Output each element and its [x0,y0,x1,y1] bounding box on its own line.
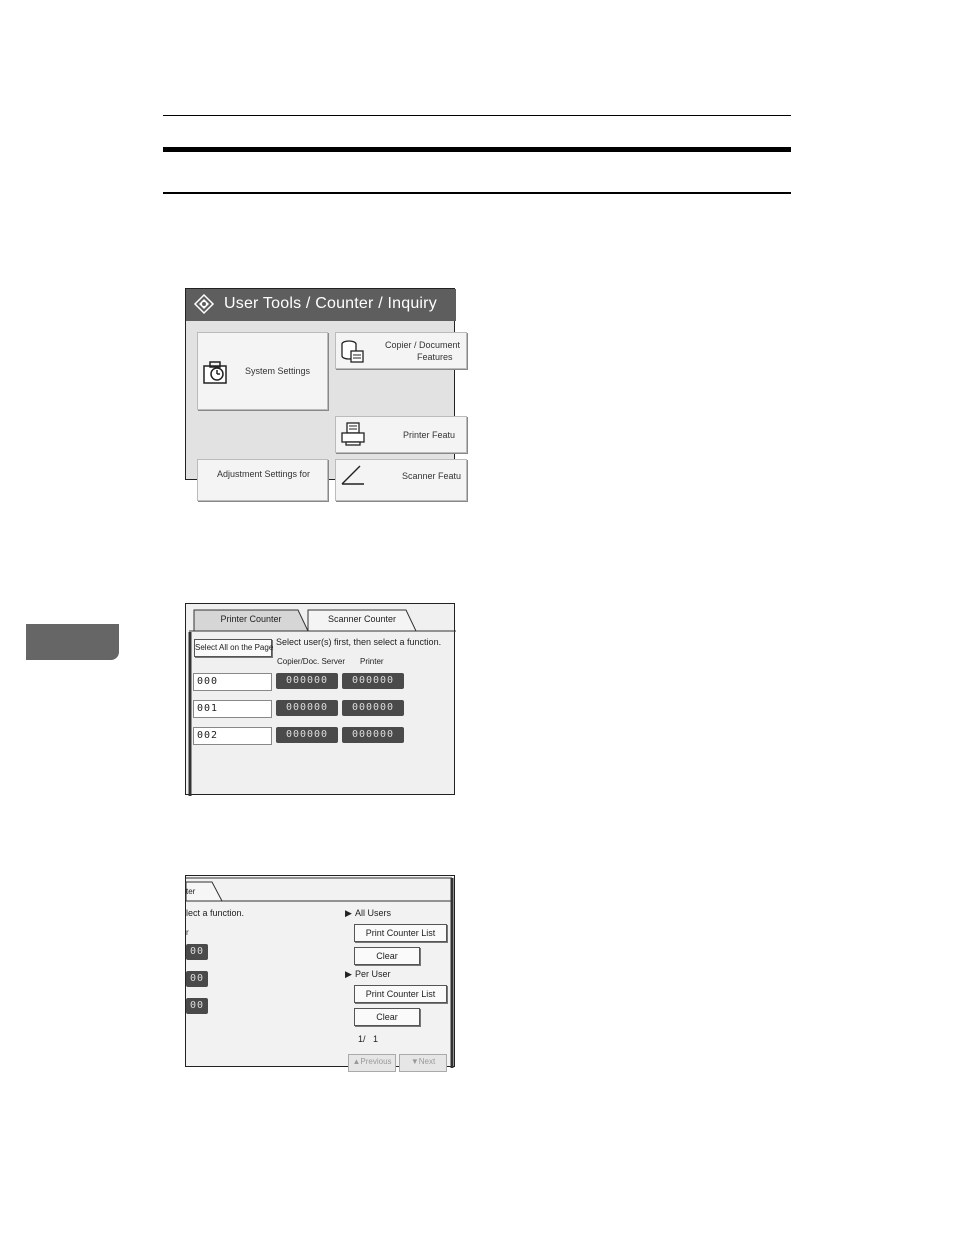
column-fragment: r [186,928,189,937]
per-user-clear-button[interactable]: Clear [354,1008,420,1026]
counter-fragment: 00 [186,971,208,987]
copier-document-features-button[interactable] [335,332,467,369]
system-settings-button[interactable] [197,332,328,410]
heading-thick-rule [163,147,791,152]
user-tools-screen [185,288,462,481]
per-user-arrow-icon: ▶ [345,969,352,979]
user-code-field[interactable]: 000 [193,673,272,691]
title-bar [186,289,456,321]
all-users-print-counter-list-button[interactable]: Print Counter List [354,924,447,942]
instruction-text: Select user(s) first, then select a function. [276,637,442,647]
scanner-icon [340,462,366,488]
tab-scanner-counter[interactable]: Scanner Counter [327,614,397,624]
heading-bottom-rule [163,192,791,194]
chapter-tab [26,624,119,660]
previous-button[interactable] [348,1054,396,1072]
top-thin-rule [163,115,791,116]
select-all-on-page-button[interactable]: Select All on the Page [194,639,272,657]
printer-counter-value: 000000 [342,700,404,716]
copier-label-line2: Features [417,352,453,362]
next-label: Next [418,1057,436,1066]
user-code-field[interactable]: 002 [193,727,272,745]
col-copier-doc-server: Copier/Doc. Server [277,657,346,666]
instruction-fragment: lect a function. [186,908,245,918]
printer-counter-value: 000000 [342,673,404,689]
next-button[interactable] [399,1054,447,1072]
adjustment-settings-button[interactable] [197,459,328,501]
adjustment-label: Adjustment Settings for [217,469,311,479]
system-settings-icon [202,359,228,385]
printer-counter-right-pane [185,875,455,1067]
copier-counter-value: 000000 [276,727,338,743]
all-users-label: All Users [355,908,392,918]
printer-features-button[interactable] [335,416,467,453]
per-user-label: Per User [355,969,391,979]
user-code-field[interactable]: 001 [193,700,272,718]
counter-fragment: 00 [186,998,208,1014]
page-indicator: 1/ 1 [358,1034,379,1044]
previous-arrow-icon: ▲ [352,1057,361,1066]
previous-label: Previous [360,1057,392,1066]
system-settings-label: System Settings [245,366,311,376]
per-user-print-counter-list-button[interactable]: Print Counter List [354,985,447,1003]
col-printer: Printer [360,657,384,666]
next-arrow-icon: ▼ [410,1057,419,1066]
counter-fragment: 00 [186,944,208,960]
user-tools-icon [194,294,214,314]
tab-printer-counter[interactable]: Printer Counter [220,614,282,624]
printer-label: Printer Featu [403,430,456,440]
tab-fragment[interactable]: ter [186,887,196,896]
screen-title: User Tools / Counter / Inquiry [224,295,437,312]
printer-counter-screen [185,603,455,795]
printer-icon [340,421,366,447]
copier-counter-value: 000000 [276,673,338,689]
scanner-features-button[interactable] [335,459,467,501]
all-users-clear-button[interactable]: Clear [354,947,420,965]
all-users-arrow-icon: ▶ [345,908,352,918]
printer-counter-value: 000000 [342,727,404,743]
copier-icon [339,338,365,364]
tab-frame-partial [186,876,456,906]
copier-counter-value: 000000 [276,700,338,716]
scanner-label: Scanner Featu [402,471,462,481]
copier-label-line1: Copier / Document [385,340,461,350]
